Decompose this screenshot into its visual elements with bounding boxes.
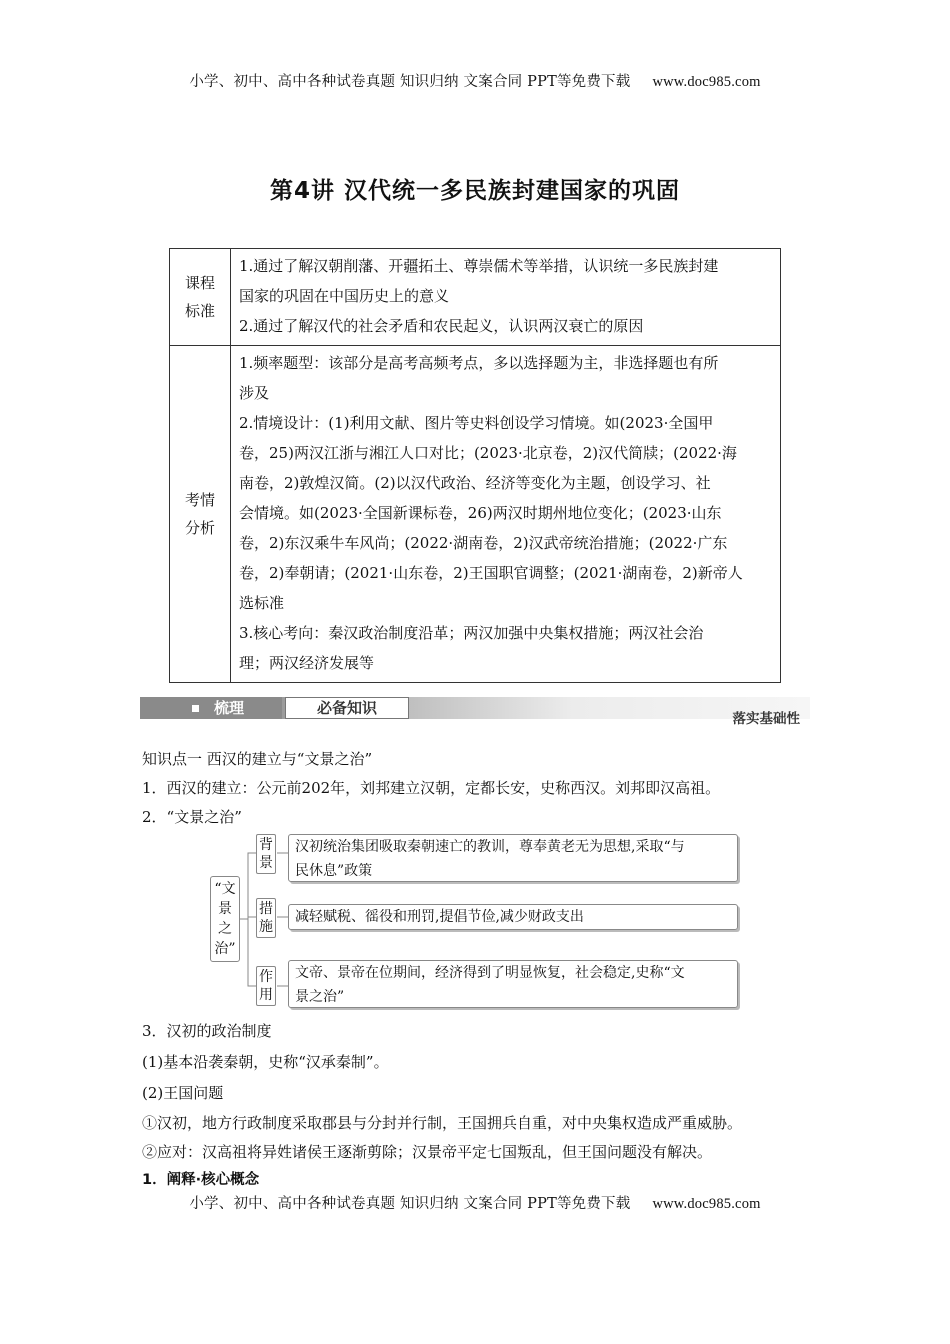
content-line: 3.核心考向：秦汉政治制度沿革；两汉加强中央集权措施；两汉社会治: [239, 624, 704, 642]
box-line: 民休息”政策: [295, 863, 373, 879]
row-content: [231, 346, 781, 683]
content-line: 会情境。如(2023·全国新课标卷，26)两汉时期州地位变化；(2023·山东: [239, 504, 722, 522]
paragraph: ①汉初，地方行政制度采取郡县与分封并行制，王国拥兵自重，对中央集权造成严重威胁。: [142, 1114, 743, 1132]
tag-char: 景: [259, 855, 273, 871]
diagram-box-background: [288, 834, 738, 882]
content-line: 理；两汉经济发展等: [239, 654, 375, 672]
content-line: 1.通过了解汉朝削藩、开疆拓土、尊崇儒术等举措，认识统一多民族封建: [239, 257, 719, 275]
footer-text: 小学、初中、高中各种试卷真题 知识归纳 文案合同 PPT等免费下载: [189, 1196, 631, 1212]
tag-char: 用: [259, 987, 273, 1003]
center-char: 景: [218, 901, 232, 917]
table-row: [170, 346, 781, 683]
box-line: 汉初统治集团吸取秦朝速亡的教训，尊奉黄老无为思想,采取“与: [295, 839, 685, 855]
knowledge-point-heading: 知识点一 西汉的建立与“文景之治”: [142, 750, 373, 768]
content-line: 卷，2)东汉乘牛车风尚；(2022·湖南卷，2)汉武帝统治措施；(2022·广东: [239, 534, 728, 552]
tag-char: 背: [259, 837, 273, 853]
header-text: 小学、初中、高中各种试卷真题 知识归纳 文案合同 PPT等免费下载: [189, 74, 631, 90]
center-char: 治”: [214, 941, 236, 957]
table-row: [170, 249, 781, 346]
box-line: 景之治”: [295, 989, 345, 1005]
content-line: 1.频率题型：该部分是高考高频考点，多以选择题为主，非选择题也有所: [239, 354, 719, 372]
content-line: 2.情境设计：(1)利用文献、图片等史料创设学习情境。如(2023·全国甲: [239, 414, 714, 432]
diagram-box-measures: [288, 904, 738, 930]
footer-url[interactable]: www.doc985.com: [652, 1196, 761, 1212]
section-banner: [140, 697, 810, 727]
content-line: 涉及: [239, 384, 270, 402]
tag-char: 措: [259, 901, 273, 917]
paragraph: 3．汉初的政治制度: [142, 1022, 272, 1040]
paragraph: 1．西汉的建立：公元前202年，刘邦建立汉朝，定都长安，史称西汉。刘邦即汉高祖。: [142, 779, 721, 797]
tag-char: 施: [259, 919, 273, 935]
page-footer: [0, 1192, 950, 1213]
row-label-line: 课程: [184, 274, 215, 292]
banner-dark-bar: [140, 697, 282, 719]
tag-char: 作: [259, 969, 273, 985]
row-label: [170, 249, 231, 346]
content-line: 南卷，2)敦煌汉简。(2)以汉代政治、经济等变化为主题，创设学习、社: [239, 474, 711, 492]
row-label-line: 标准: [184, 302, 215, 320]
paragraph: (1)基本沿袭秦朝，史称“汉承秦制”。: [142, 1053, 389, 1071]
diagram-box-effect: [288, 960, 738, 1008]
paragraph: 2．“文景之治”: [142, 808, 242, 826]
row-label: [170, 346, 231, 683]
row-label-line: 考情: [184, 491, 215, 509]
content-line: 选标准: [239, 594, 285, 612]
banner-right-label: 落实基础性: [732, 711, 800, 727]
standards-table: [169, 248, 781, 683]
page-title: 第4讲 汉代统一多民族封建国家的巩固: [269, 178, 680, 204]
subsection-heading: 1．阐释·核心概念: [142, 1172, 260, 1188]
diagram-tag-effect: [256, 966, 276, 1006]
center-char: 之: [218, 921, 232, 937]
box-line: 减轻赋税、徭役和刑罚,提倡节俭,减少财政支出: [295, 909, 584, 925]
center-char: “文: [214, 881, 236, 897]
content-line: 卷，25)两汉江浙与湘江人口对比；(2023·北京卷，2)汉代简牍；(2022·海: [239, 444, 737, 462]
row-label-line: 分析: [184, 519, 215, 537]
banner-label: 梳理: [214, 699, 245, 717]
box-line: 文帝、景帝在位期间，经济得到了明显恢复，社会稳定,史称“文: [295, 965, 685, 981]
paragraph: ②应对：汉高祖将异姓诸侯王逐渐剪除；汉景帝平定七国叛乱，但王国问题没有解决。: [142, 1143, 713, 1161]
square-bullet-icon: [192, 705, 199, 712]
content-line: 卷，2)奉朝请；(2021·山东卷，2)王国职官调整；(2021·湖南卷，2)新帝人: [239, 564, 743, 582]
diagram-tag-measures: [256, 898, 276, 938]
content-line: 2.通过了解汉代的社会矛盾和农民起义，认识两汉衰亡的原因: [239, 317, 644, 335]
content-line: 国家的巩固在中国历史上的意义: [239, 287, 450, 305]
page-header: [0, 70, 950, 91]
paragraph: (2)王国问题: [142, 1084, 224, 1102]
row-content: [231, 249, 781, 346]
diagram-center-node: [210, 876, 240, 962]
header-url[interactable]: www.doc985.com: [652, 74, 761, 90]
wenjing-diagram: [200, 832, 745, 1012]
banner-sublabel: 必备知识: [285, 697, 409, 719]
diagram-tag-background: [256, 834, 276, 874]
